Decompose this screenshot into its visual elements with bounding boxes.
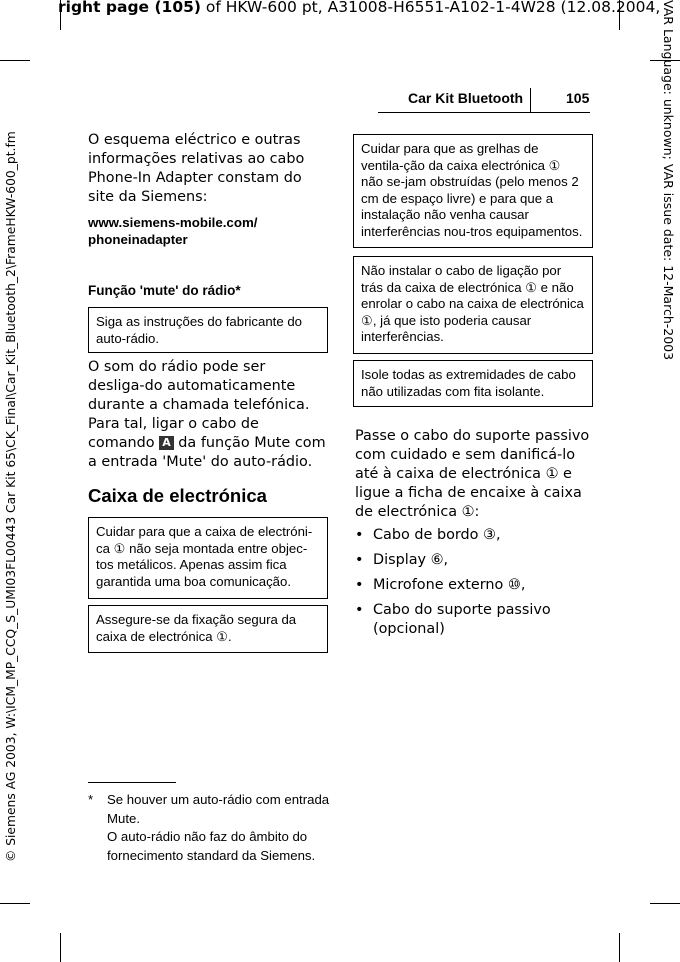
bullet-icon: • bbox=[355, 527, 364, 543]
footnote-rule bbox=[88, 782, 176, 783]
print-info-rest: of HKW-600 pt, A31008-H6551-A102-1-4W28 (12.08.2004, bbox=[200, 0, 661, 16]
note-box-fixation: Assegure-se da fixação segura da caixa de electrónica ①. bbox=[88, 605, 328, 653]
cable-paragraph: Passe o cabo do suporte passivo com cuidado e sem danificá-lo até à caixa de electrónica ① e ligue a ficha de encaixe à caixa de electrónica ①: bbox=[355, 428, 590, 520]
list-item: • Display ⑥, bbox=[355, 552, 449, 568]
mute-text-part2: da função Mute com a entrada 'Mute' do auto-rádio. bbox=[88, 435, 326, 470]
cable-list bbox=[355, 526, 593, 645]
crop-mark bbox=[0, 60, 30, 61]
note-box-metal: Cuidar para que a caixa de electróni-ca ① não seja montada entre objec-tos metálicos. Apenas assim fica garantida uma boa comunicação. bbox=[88, 517, 328, 599]
page-number: 105 bbox=[566, 90, 590, 106]
running-header-title: Car Kit Bluetooth bbox=[408, 90, 524, 106]
list-item: • Cabo de bordo ③, bbox=[355, 527, 501, 543]
mute-paragraph bbox=[88, 358, 326, 472]
note-box-cable: Não instalar o cabo de ligação por trás da caixa de electrónica ① e não enrolar o cabo na caixa de electrónica ①, já que isto poderia causar interferências. bbox=[353, 256, 593, 354]
note-box-manufacturer: Siga as instruções do fabricante do auto-rádio. bbox=[88, 307, 328, 353]
print-info-line bbox=[58, 0, 660, 16]
footnote-text bbox=[107, 791, 337, 865]
crop-mark bbox=[650, 903, 680, 904]
mute-function-title: Função 'mute' do rádio* bbox=[88, 283, 241, 298]
print-info-bold: right page (105) bbox=[58, 0, 201, 16]
bullet-icon: • bbox=[355, 577, 364, 593]
header-rule bbox=[378, 112, 590, 113]
footnote-line-2: O auto-rádio não faz do âmbito do fornecimento standard da Siemens. bbox=[107, 829, 316, 863]
crop-mark bbox=[0, 903, 30, 904]
intro-paragraph: O esquema eléctrico e outras informações relativas ao cabo Phone-In Adapter constam do site da Siemens: bbox=[88, 132, 305, 205]
footnote-line-1: Se houver um auto-rádio com entrada Mute. bbox=[107, 792, 330, 826]
siemens-url: www.siemens-mobile.com/ phoneinadapter bbox=[88, 215, 258, 247]
header-separator bbox=[530, 88, 531, 112]
copyright-side-text: © Siemens AG 2003, W:\ICM_MP_CCQ_S_UMI03FL00443 Car Kit 65\CK_Final\Car_Kit_Bluetooth_2\FrameHKW-600_pt.fm bbox=[4, 131, 18, 862]
bullet-icon: • bbox=[355, 552, 364, 568]
bullet-icon: • bbox=[355, 602, 364, 618]
crop-mark bbox=[60, 933, 61, 962]
crop-mark bbox=[619, 933, 620, 962]
var-language-side-text: VAR Language: unknown; VAR issue date: 12-March-2003 bbox=[661, 0, 676, 361]
section-title: Caixa de electrónica bbox=[88, 485, 267, 506]
list-item: • Microfone externo ⑩, bbox=[355, 577, 526, 593]
footnote-mark: * bbox=[88, 792, 94, 807]
mute-text-part1: O som do rádio pode ser desliga-do automaticamente durante a chamada telefónica. Para tal, ligar o cabo de comando bbox=[88, 359, 310, 451]
note-box-insulate: Isole todas as extremidades de cabo não utilizadas com fita isolante. bbox=[353, 360, 593, 407]
list-item: • Cabo do suporte passivo (opcional) bbox=[355, 602, 551, 637]
command-cable-a-icon: A bbox=[159, 436, 174, 450]
note-box-ventilation: Cuidar para que as grelhas de ventila-ção da caixa electrónica ① não se-jam obstruídas (pelo menos 2 cm de espaço livre) e para que a instalação não venha causar interferências nou-tros equipamentos. bbox=[353, 134, 593, 248]
